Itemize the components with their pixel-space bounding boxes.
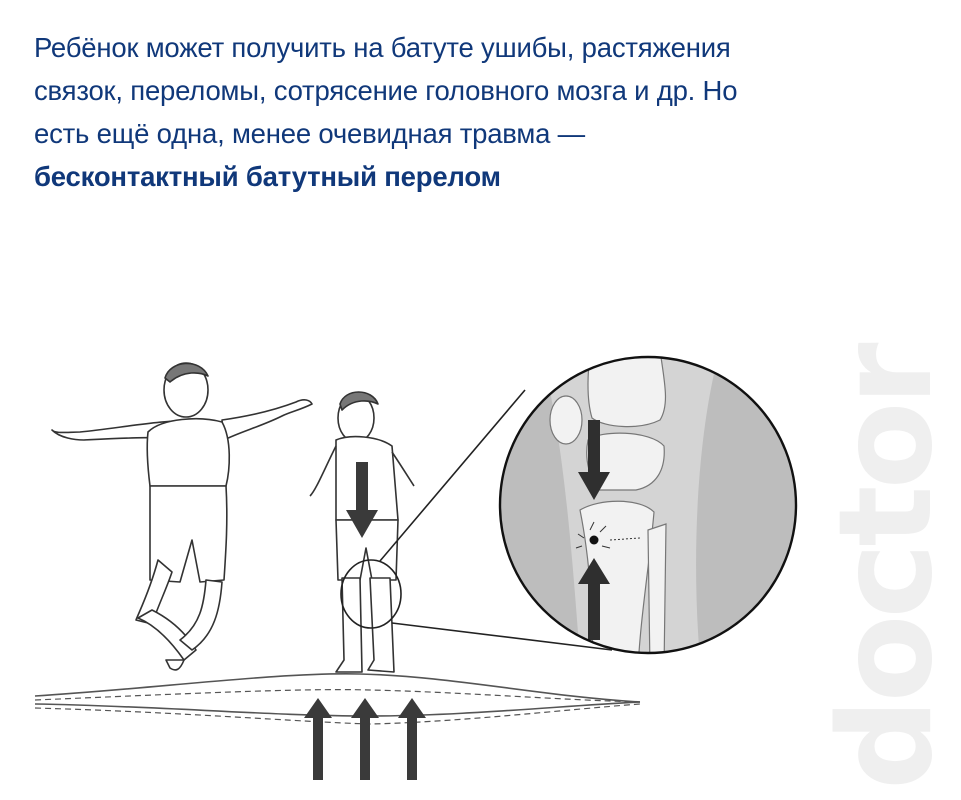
headline [34, 26, 754, 198]
watermark-text: doctor [812, 346, 961, 790]
headline-text: Ребёнок может получить на батуте ушибы, растяжения связок, переломы, сотрясение головного мозга и др. Но есть ещё одна, менее очевидная травма — [34, 32, 738, 149]
jumping-child-figure [52, 363, 312, 670]
trampoline-fracture-illustration [0, 330, 800, 800]
headline-emphasis: бесконтактный батутный перелом [34, 161, 501, 192]
upward-force-arrows [304, 698, 426, 780]
trampoline-mat [35, 674, 640, 724]
magnified-knee-xray [490, 350, 810, 670]
